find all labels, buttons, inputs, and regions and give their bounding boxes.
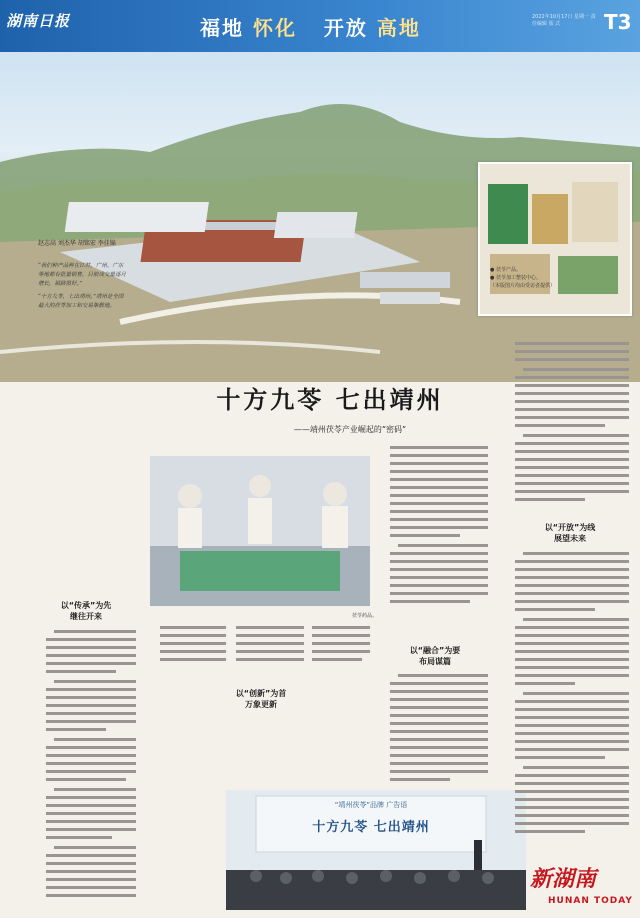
hunan-today-logo: HUNAN TODAY (548, 896, 633, 906)
title-part-1: 福地 (200, 16, 244, 40)
byline: 赵志高 刘杰华 胡铭宏 李佳锦 (38, 240, 116, 247)
section-title (200, 12, 421, 41)
title-part-3: 开放 (323, 16, 368, 40)
event-banner-text: “靖州茯苓”品牌 广告语 (334, 801, 408, 809)
text-lines (160, 624, 370, 664)
lede-paragraph-2: “十方九苓，七出靖州。”靖州是全国最大的茯苓加工和交易集散地。 (38, 294, 124, 309)
title-part-4: 高地 (376, 16, 421, 40)
lede-text (38, 262, 128, 315)
section-heading-heritage (36, 600, 136, 622)
inset-caption-line-3: （本版图片均由受访者提供） (490, 283, 556, 289)
title-part-2: 怀化 (252, 16, 297, 40)
text-lines (390, 672, 488, 788)
section-heading-line-1: 以“创新”为首 (235, 689, 287, 698)
section-heading-line-1: 以“融合”为要 (409, 646, 461, 655)
lede-paragraph-1: “我们种产品种在江苏，广州、广东等地都有批量销售，目前成交量逐月增长，销路很好。” (38, 263, 127, 287)
inset-caption-line-1: ● 茯苓产品。 (490, 267, 521, 273)
event-photo (226, 790, 526, 910)
factory-photo (150, 456, 370, 606)
section-heading-line-2: 继往开来 (70, 612, 102, 621)
section-heading-innovation (226, 688, 296, 710)
section-heading-line-2: 展望未来 (554, 534, 586, 543)
issue-meta: 2022年10月17日 星期一 责任编辑 版 式 (532, 14, 596, 27)
body-column-3b (380, 672, 488, 788)
section-heading-line-2: 布局谋篇 (419, 657, 451, 666)
text-lines (390, 444, 488, 624)
new-hunan-logo: 新湖南 (530, 866, 597, 892)
hero-aerial-photo (0, 52, 640, 382)
event-screen-text: 十方九苓 七出靖州 (312, 820, 430, 835)
body-column-4 (505, 340, 629, 510)
product-inset-photo (478, 162, 632, 316)
body-column-1 (36, 628, 136, 908)
paper-logo: 湖南日报 (6, 12, 71, 30)
masthead (0, 0, 640, 52)
factory-photo-caption: 茯苓药品。 (352, 613, 378, 619)
inset-caption (490, 266, 630, 290)
body-column-2-top (150, 624, 370, 664)
main-headline: 十方九苓 七出靖州 (216, 385, 444, 414)
body-column-4b (505, 550, 629, 850)
factory-illustration (150, 456, 370, 606)
section-heading-line-2: 万象更新 (245, 700, 277, 709)
text-lines (46, 628, 136, 908)
page-number: T3 (604, 10, 632, 34)
section-heading-opening (520, 522, 620, 544)
section-heading-line-1: 以“传承”为先 (60, 601, 112, 610)
inset-caption-line-2: ● 茯苓加工整装中心。 (490, 275, 541, 281)
sub-headline: ——靖州茯苓产业崛起的“密码” (293, 425, 407, 434)
section-heading-line-1: 以“开放”为线 (544, 523, 596, 532)
text-lines (515, 340, 629, 510)
text-lines (515, 550, 629, 850)
body-column-3 (380, 444, 488, 624)
product-illustration (480, 164, 630, 314)
section-heading-integration (390, 645, 480, 667)
